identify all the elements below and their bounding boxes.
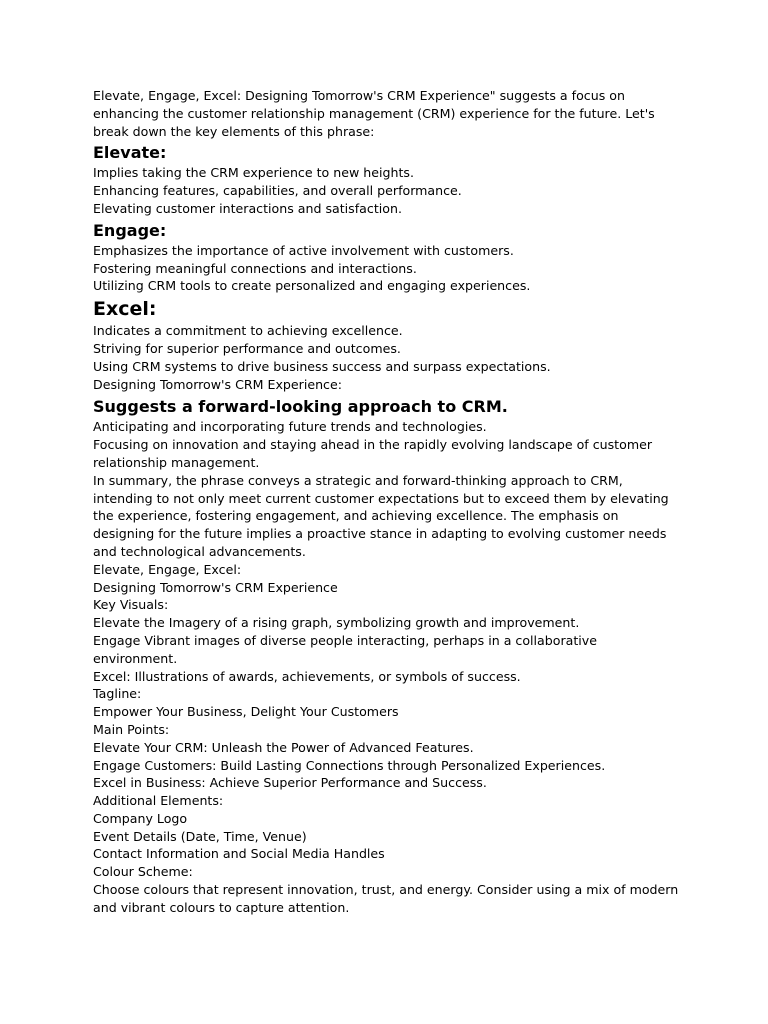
excel-line: Designing Tomorrow's CRM Experience: [93, 376, 342, 392]
additional-elements-label: Additional Elements: [93, 793, 224, 809]
key-visuals-label: Key Visuals: [93, 597, 169, 613]
excel-line: Using CRM systems to drive business success and surpass expectations. [93, 358, 551, 374]
excel-line: Striving for superior performance and outcomes. [93, 340, 401, 356]
forward-line: Elevate, Engage, Excel: [93, 561, 242, 577]
elevate-line: Enhancing features, capabilities, and overall performance. [93, 183, 462, 199]
elevate-heading: Elevate: [93, 143, 167, 163]
engage-line: Fostering meaningful connections and interactions. [93, 260, 417, 276]
engage-line: Emphasizes the importance of active involvement with customers. [93, 242, 514, 258]
summary-paragraph: In summary, the phrase conveys a strategic and forward-thinking approach to CRM, intending to not only meet current customer expectations but to exceed them by elevating the experience, fostering engagement, and achieving excellence. The emphasis on designing for the future implies a proactive stance in adapting to evolving customer needs and technological advancements. [93, 472, 669, 559]
elevate-line: Elevating customer interactions and satisfaction. [93, 200, 402, 216]
forward-line: Engage Vibrant images of diverse people interacting, perhaps in a collaborative environment. [93, 632, 597, 666]
main-points-label: Main Points: [93, 721, 170, 737]
forward-line: Choose colours that represent innovation, trust, and energy. Consider using a mix of modern and vibrant colours to capture attention. [93, 882, 679, 915]
elevate-line: Implies taking the CRM experience to new heights. [93, 165, 414, 181]
forward-line: Event Details (Date, Time, Venue) [93, 828, 307, 844]
forward-line: Contact Information and Social Media Handles [93, 846, 385, 862]
forward-line: Company Logo [93, 810, 188, 826]
forward-line: Excel in Business: Achieve Superior Performance and Success. [93, 775, 487, 791]
engage-line: Utilizing CRM tools to create personalized and engaging experiences. [93, 278, 531, 294]
forward-line: Elevate the Imagery of a rising graph, symbolizing growth and improvement. [93, 615, 580, 631]
intro-paragraph: Elevate, Engage, Excel: Designing Tomorrow's CRM Experience" suggests a focus on enhancing the customer relationship management (CRM) experience for the future. Let's break down the key elements of this phrase: [93, 88, 655, 139]
forward-line: Elevate Your CRM: Unleash the Power of Advanced Features. [93, 739, 474, 755]
forward-line: Engage Customers: Build Lasting Connections through Personalized Experiences. [93, 757, 606, 773]
forward-line: Anticipating and incorporating future trends and technologies. [93, 419, 487, 435]
tagline-label: Tagline: [93, 686, 142, 702]
excel-heading: Excel: [93, 298, 157, 321]
engage-heading: Engage: [93, 220, 167, 240]
document-page [93, 87, 683, 917]
forward-heading: Suggests a forward-looking approach to CRM. [93, 397, 508, 417]
tagline-text: Empower Your Business, Delight Your Customers [93, 704, 399, 720]
colour-scheme-label: Colour Scheme: [93, 864, 193, 880]
forward-line: Designing Tomorrow's CRM Experience [93, 579, 338, 595]
forward-line: Focusing on innovation and staying ahead in the rapidly evolving landscape of customer relationship management. [93, 437, 653, 470]
forward-line: Excel: Illustrations of awards, achievements, or symbols of success. [93, 668, 521, 684]
excel-line: Indicates a commitment to achieving excellence. [93, 323, 403, 339]
